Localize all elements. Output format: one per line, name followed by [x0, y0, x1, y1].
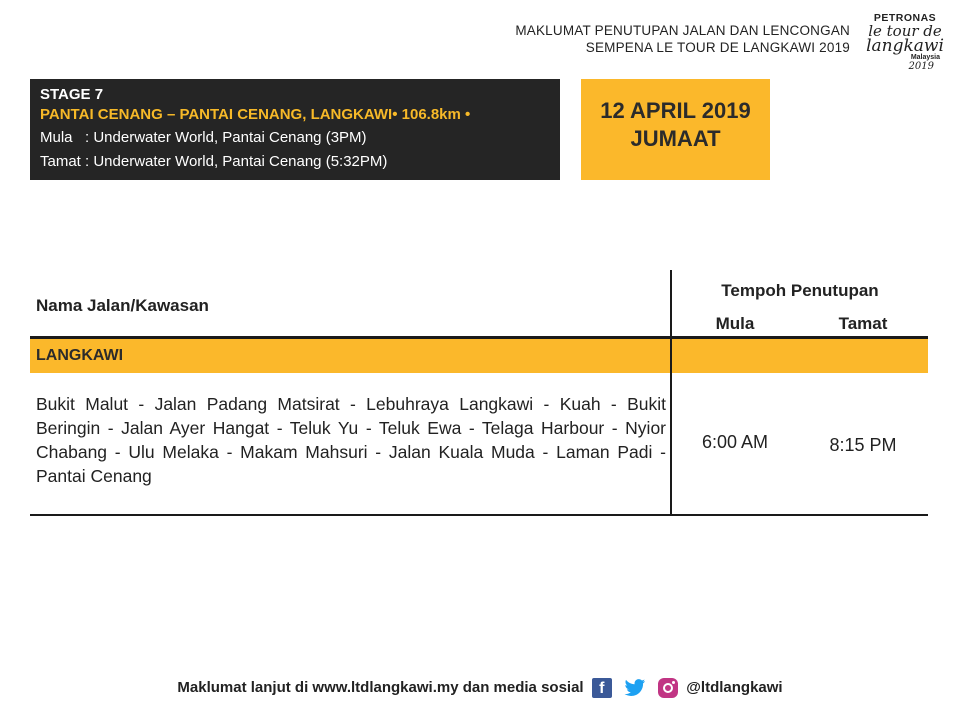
twitter-icon[interactable]	[624, 678, 646, 698]
column-header-start: Mula	[715, 314, 755, 333]
date-box	[581, 79, 770, 180]
logo-country: Malaysia	[910, 54, 940, 61]
header-title-line2: SEMPENA LE TOUR DE LANGKAWI 2019	[585, 40, 850, 55]
region-row	[30, 339, 928, 373]
closure-end-time: 8:15 PM	[829, 435, 897, 455]
region-label: LANGKAWI	[36, 347, 124, 364]
closure-start-time: 6:00 AM	[701, 432, 769, 452]
column-header-period: Tempoh Penutupan	[721, 281, 879, 300]
header-title-line1: MAKLUMAT PENUTUPAN JALAN DAN LENCONGAN	[515, 23, 850, 38]
closure-route-list: Bukit Malut - Jalan Padang Matsirat - Lebuhraya Langkawi - Kuah - Bukit Beringin - Jalan Ayer Hangat - Teluk Yu - Teluk Ewa - Telaga Harbour - Nyior Chabang - Ulu Melaka - Makam Mahsuri - Jalan Kuala Muda - Laman Padi - Pantai Cenang	[36, 394, 666, 486]
footer-handle[interactable]: @ltdlangkawi	[686, 678, 783, 696]
facebook-icon[interactable]: f	[592, 678, 612, 698]
day-text: JUMAAT	[630, 126, 721, 151]
table-column-divider	[670, 270, 672, 516]
table-bottom-divider	[30, 514, 928, 516]
stage-finish: Tamat : Underwater World, Pantai Cenang (5:32PM)	[40, 153, 388, 170]
stage-label: STAGE 7	[40, 86, 104, 103]
logo-brand: PETRONAS	[873, 12, 937, 24]
footer	[0, 678, 960, 698]
stage-route: PANTAI CENANG – PANTAI CENANG, LANGKAWI• 106.8km •	[40, 106, 471, 123]
event-logo	[862, 12, 948, 84]
stage-info-box	[30, 79, 560, 180]
column-header-road: Nama Jalan/Kawasan	[36, 296, 209, 315]
header-title	[515, 22, 850, 56]
stage-start: Mula : Underwater World, Pantai Cenang (3PM)	[40, 129, 367, 146]
logo-year: 2019	[908, 61, 934, 72]
date-text: 12 APRIL 2019	[600, 98, 751, 123]
instagram-icon[interactable]	[658, 678, 678, 698]
logo-script-line1: le tour de	[868, 22, 942, 40]
column-header-end: Tamat	[838, 314, 888, 333]
logo-script-line2: langkawi	[866, 36, 944, 56]
footer-text: Maklumat lanjut di www.ltdlangkawi.my dan media sosial	[177, 678, 584, 696]
